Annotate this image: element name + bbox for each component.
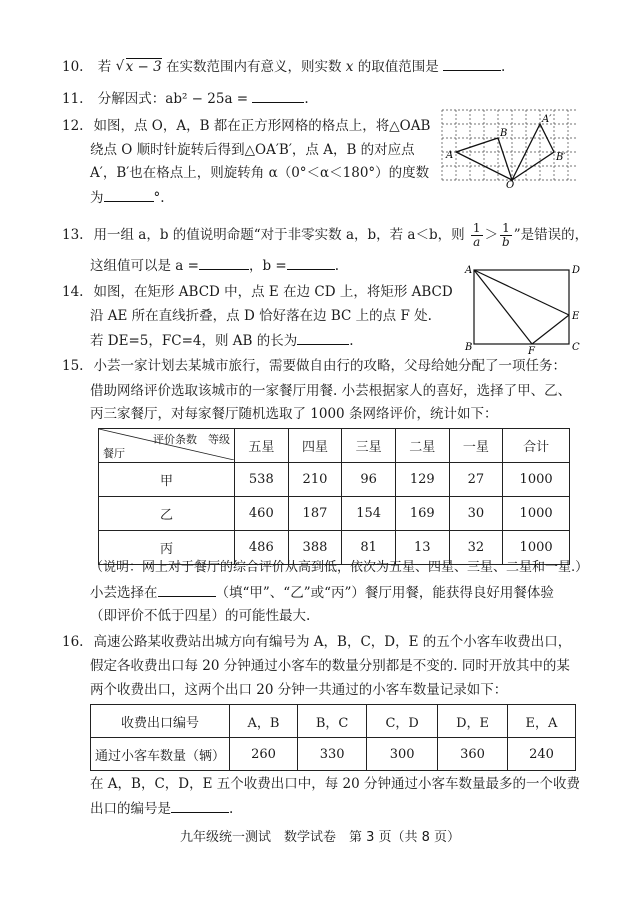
- point-D-label: D: [572, 265, 581, 276]
- point-Bp-label: B′: [556, 152, 566, 163]
- page-footer: 九年级统一测试 数学试卷 第 3 页（共 8 页）: [179, 830, 461, 845]
- point-F-label: F: [528, 346, 535, 354]
- table-corner-cell: 评价条数 等级 餐厅: [99, 429, 235, 463]
- answer-blank[interactable]: [252, 88, 304, 103]
- fraction-1-over-b: $\frac{1}{b}$: [502, 221, 510, 249]
- rectangle-fold-figure: [464, 262, 582, 354]
- table-note: （说明：网上对于餐厅的综合评价从高到低，依次为五星、四星、三星、二星和一星.）: [90, 560, 589, 575]
- point-Ap-label: A′: [542, 114, 552, 125]
- table-header-row: [99, 429, 570, 463]
- question-number: 10.: [62, 59, 84, 75]
- table-row: 甲 538 210 96 129 27 1000: [99, 463, 570, 497]
- question-number: 11.: [62, 91, 84, 107]
- segment-AE: [474, 270, 569, 315]
- answer-blank[interactable]: [158, 582, 216, 597]
- toll-exit-table: [90, 704, 576, 771]
- table-header: 三星: [342, 429, 396, 463]
- answer-blank[interactable]: [443, 56, 501, 71]
- question-11: 11. 分解因式：ab² − 25a = .: [62, 88, 309, 109]
- table-row: 乙 460 187 154 169 30 1000: [99, 497, 570, 531]
- table-header: 合计: [503, 429, 570, 463]
- segment-FE: [532, 315, 569, 344]
- table-header: 四星: [288, 429, 342, 463]
- table-header: 二星: [395, 429, 449, 463]
- point-O-label: O: [506, 180, 515, 188]
- table-row: 收费出口编号 A，B B，C C，D D，E E，A: [91, 705, 576, 738]
- fraction-1-over-a: $\frac{1}{a}$: [472, 221, 481, 249]
- answer-blank[interactable]: [104, 187, 154, 202]
- answer-blank[interactable]: [171, 798, 229, 813]
- sqrt-expression: √ x − 3: [115, 58, 162, 75]
- answer-blank[interactable]: [297, 330, 349, 345]
- table-header: 五星: [235, 429, 289, 463]
- table-header: 一星: [449, 429, 503, 463]
- answer-blank-a[interactable]: [199, 255, 249, 270]
- restaurant-review-table: [98, 428, 570, 565]
- answer-blank-b[interactable]: [287, 255, 335, 270]
- table-row: 通过小客车数量（辆） 260 330 300 360 240: [91, 738, 576, 771]
- point-E-label: E: [572, 311, 580, 322]
- question-10: 10. 若 √ x − 3 在实数范围内有意义，则实数 x 的取值范围是 .: [62, 58, 506, 75]
- rectangle-ABCD: [474, 270, 569, 344]
- point-C-label: C: [572, 342, 580, 353]
- segment-AF: [474, 270, 532, 344]
- point-A-label: A: [446, 150, 454, 161]
- table-row: 丙 486 388 81 13 32 1000: [99, 531, 570, 565]
- rotation-grid-figure: [438, 106, 580, 188]
- point-B-label: B: [500, 128, 508, 139]
- point-B-label: B: [465, 342, 473, 353]
- point-A-label: A: [465, 265, 473, 276]
